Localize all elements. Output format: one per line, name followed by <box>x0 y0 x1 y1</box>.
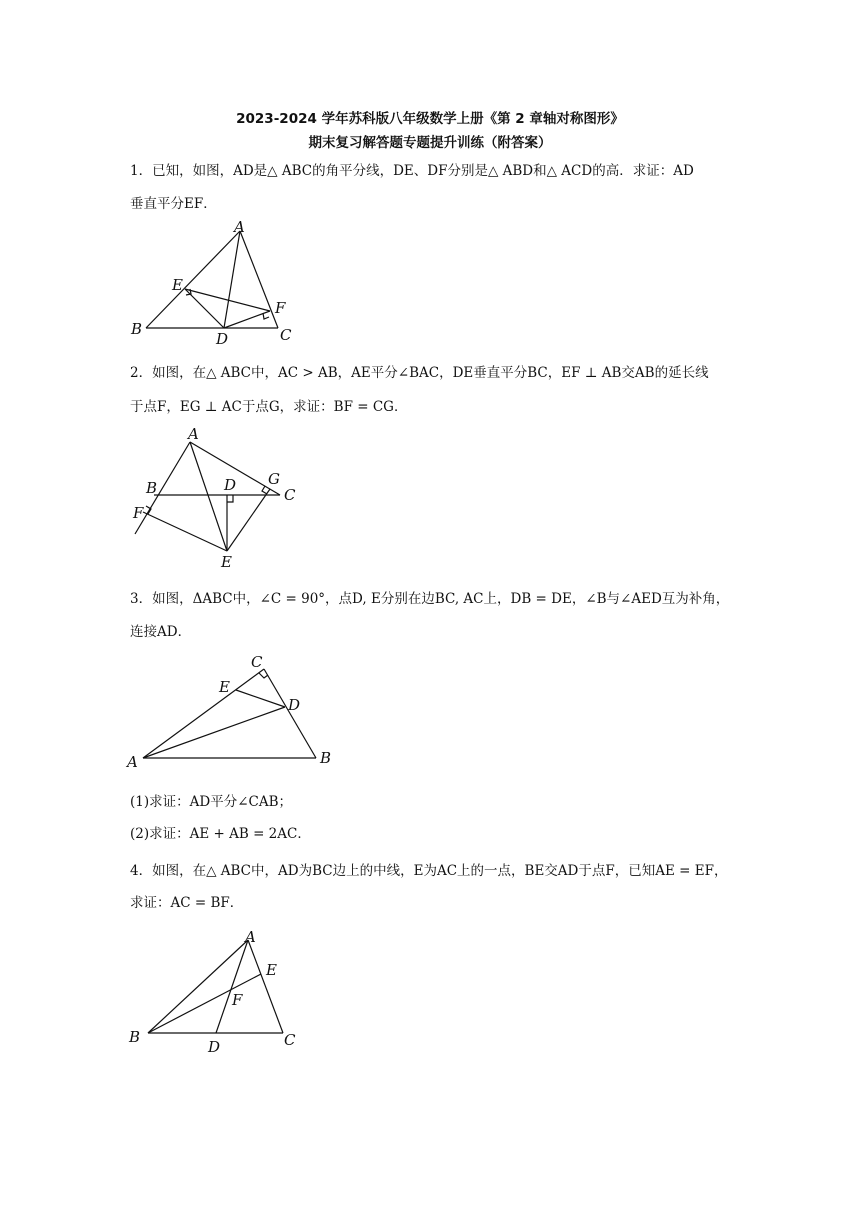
problem-3-figure <box>128 650 338 775</box>
label-a: A <box>234 218 245 236</box>
label-c: C <box>280 326 292 344</box>
label-c: C <box>284 486 296 504</box>
right-angle-mark-f <box>146 506 151 514</box>
segment-ad <box>143 707 285 758</box>
label-a: A <box>188 425 199 443</box>
problem-3-part-1: (1)求证：AD平分∠CAB； <box>130 794 293 810</box>
problem-3-text-line-2: 连接AD． <box>130 624 192 640</box>
label-b: B <box>320 749 332 767</box>
problem-2-figure <box>128 424 308 569</box>
label-c: C <box>284 1031 296 1049</box>
label-e: E <box>221 553 232 571</box>
segment-ae <box>190 442 227 551</box>
segment-ac <box>248 940 283 1033</box>
segment-ad <box>216 940 248 1033</box>
label-f: F <box>275 299 286 317</box>
label-f: F <box>133 504 144 522</box>
problem-3-text-line-1: 3．如图，ΔABC中，∠C = 90°，点D, E分别在边BC, AC上，DB = DE，∠B与∠AED互为补角， <box>130 591 730 607</box>
label-e: E <box>172 276 183 294</box>
segment-de <box>185 289 224 328</box>
problem-1-figure <box>128 218 303 348</box>
label-d: D <box>224 476 237 494</box>
segment-be <box>148 974 261 1033</box>
label-f: F <box>232 991 243 1009</box>
problem-4-text-line-2: 求证：AC = BF． <box>130 895 244 911</box>
label-a: A <box>127 753 138 771</box>
right-angle-mark-d <box>227 495 233 502</box>
label-b: B <box>146 479 158 497</box>
label-b: B <box>129 1028 141 1046</box>
label-d: D <box>288 696 301 714</box>
label-e: E <box>266 961 277 979</box>
segment-ac <box>143 669 264 758</box>
problem-1-text-line-1: 1．已知，如图，AD是△ ABC的角平分线，DE、DF分别是△ ABD和△ ACD的高．求证：AD <box>130 163 694 179</box>
label-a: A <box>245 928 256 946</box>
segment-ab <box>148 940 248 1033</box>
problem-1-text-line-2: 垂直平分EF． <box>130 196 217 212</box>
document-title: 2023-2024 学年苏科版八年级数学上册《第 2 章轴对称图形》 <box>236 111 624 127</box>
label-c: C <box>251 653 263 671</box>
problem-2-text-line-1: 2．如图，在△ ABC中，AC > AB，AE平分∠BAC，DE垂直平分BC，EF ⊥ AB交AB的延长线 <box>130 365 709 381</box>
label-d: D <box>216 330 229 348</box>
document-subtitle: 期末复习解答题专题提升训练（附答案） <box>308 135 552 151</box>
problem-3-part-2: (2)求证：AE + AB = 2AC． <box>130 826 311 842</box>
label-e: E <box>219 678 230 696</box>
segment-ac <box>240 231 278 328</box>
right-angle-mark-f <box>263 313 269 319</box>
label-d: D <box>208 1038 221 1056</box>
label-g: G <box>268 470 280 488</box>
segment-fe <box>143 512 227 551</box>
problem-4-text-line-1: 4．如图，在△ ABC中，AD为BC边上的中线，E为AC上的一点，BE交AD于点F，已知AE = EF， <box>130 863 728 879</box>
problem-4-figure <box>128 922 313 1057</box>
label-b: B <box>131 320 143 338</box>
problem-2-text-line-2: 于点F，EG ⊥ AC于点G，求证：BF = CG． <box>130 399 408 415</box>
